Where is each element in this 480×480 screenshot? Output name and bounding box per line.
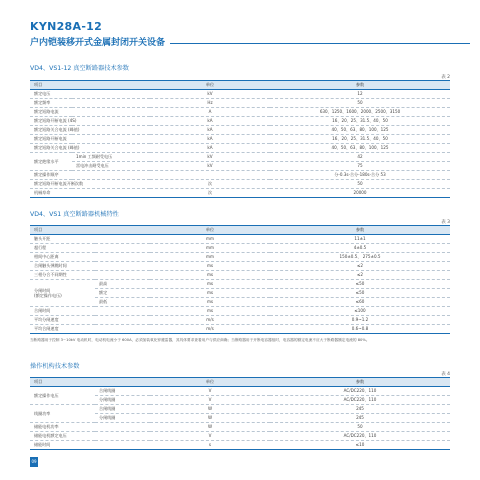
table-row: 合闸时间 ms ≤100	[30, 307, 450, 316]
table-row: 三相分合不同期性 ms ≤2	[30, 271, 450, 280]
table-row: 分闸时间 (额定操作电压) 最高 ms ≤50	[30, 280, 450, 289]
table-row: 额定短路开断电流开断次数 次 50	[30, 180, 450, 189]
insulation-group-label: 额定绝缘水平	[30, 153, 72, 171]
table-row: 平均分闸速度 m/s 0.9~1.2	[30, 316, 450, 325]
product-name-subtitle: 户内铠装移开式金属封闭开关设备	[30, 38, 166, 48]
opening-time-group-label: 分闸时间 (额定操作电压)	[30, 280, 95, 307]
col-header-item: 项目	[30, 81, 150, 90]
col-header-unit: 单位	[150, 226, 270, 235]
section-title: 操作机构技术参数	[30, 363, 80, 370]
application-note: 当断路器用于控制 3~10kV 电动机时，电动机电流小于 600A，必须加装氧化锌避雷器，其具体要求查看用户与供应商确；当断路器用于开断电容器组时，电容器的额定电流不应大于断路器额定电流的 80%。	[30, 338, 370, 342]
table-number: 表 3	[441, 220, 450, 225]
table-row: 超行程 mm 4±0.5	[30, 244, 450, 253]
mechanical-characteristics-table	[30, 225, 450, 334]
table-row: 储能电机功率 W 50	[30, 423, 450, 432]
table-row: 额定短路电流 A 630、1250、1600、2000、2500、3150	[30, 108, 450, 117]
breaker-spec-section	[30, 64, 450, 198]
col-header-value: 参数	[270, 81, 450, 90]
table-row: 额定 ms ≤50	[30, 289, 450, 298]
table-row: 额定短路开断电流 kA 16、20、25、31.5、40、50	[30, 135, 450, 144]
col-header-unit: 单位	[150, 81, 270, 90]
col-header-value: 参数	[270, 226, 450, 235]
table-row: 合闸触头弹跳时间 ms ≤2	[30, 262, 450, 271]
rated-voltage-group-label: 额定操作电压	[30, 387, 95, 405]
table-row: 额定操作电压 合闸线圈 V AC/DC220、110	[30, 387, 450, 396]
table-row: 分闸线圈 W 245	[30, 414, 450, 423]
operating-mechanism-table	[30, 377, 450, 450]
document-header	[30, 20, 450, 48]
breaker-spec-table	[30, 80, 450, 198]
section-title: VD4、VS1-12 真空断路器技术参数	[30, 65, 129, 72]
table-row: 相间中心距离 mm 150±0.5、 275±0.5	[30, 253, 450, 262]
operating-mechanism-section	[30, 362, 450, 450]
table-row: 额定短路关合电流 (峰值) kA 40、50、63、80、100、125	[30, 144, 450, 153]
table-row: 额定频率 Hz 50	[30, 99, 450, 108]
mechanical-characteristics-section	[30, 210, 450, 343]
table-row: 最低 ms ≤60	[30, 298, 450, 307]
col-header-value: 参数	[270, 378, 450, 387]
page-number: 09	[30, 457, 38, 467]
table-row: 机械寿命 次 20000	[30, 189, 450, 198]
table-row: 额定短路开断电流 (4S) kA 16、20、25、31.5、40、50	[30, 117, 450, 126]
table-row: 额定短路关合电流 (峰值) kA 40、50、63、80、100、125	[30, 126, 450, 135]
table-row: 雷电冲击耐受电压 kV 75	[30, 162, 450, 171]
table-row: 触头开距 mm 11±1	[30, 235, 450, 244]
table-row: 平均合闸速度 m/s 0.6~0.8	[30, 325, 450, 334]
header-rule	[170, 43, 470, 44]
table-row: 额定绝缘水平 1min 工频耐受电压 kV 42	[30, 153, 450, 162]
coil-power-group-label: 线圈功率	[30, 405, 95, 423]
table-row: 额定操作顺序 分-0.3s-合分-180s-合分 53	[30, 171, 450, 180]
table-row: 储能电机额定电压 V AC/DC220、110	[30, 432, 450, 441]
table-row: 分闸线圈 V AC/DC220、110	[30, 396, 450, 405]
col-header-item: 项目	[30, 378, 150, 387]
product-model-title: KYN28A-12	[30, 20, 103, 33]
section-title: VD4、VS1 真空断路器机械特性	[30, 211, 119, 218]
table-row: 线圈功率 合闸线圈 W 245	[30, 405, 450, 414]
col-header-item: 项目	[30, 226, 150, 235]
table-number: 表 4	[441, 372, 450, 377]
table-number: 表 2	[441, 75, 450, 80]
table-row: 额定电压 kV 12	[30, 90, 450, 99]
col-header-unit: 单位	[150, 378, 270, 387]
table-row: 储能时间 s ≤10	[30, 441, 450, 450]
